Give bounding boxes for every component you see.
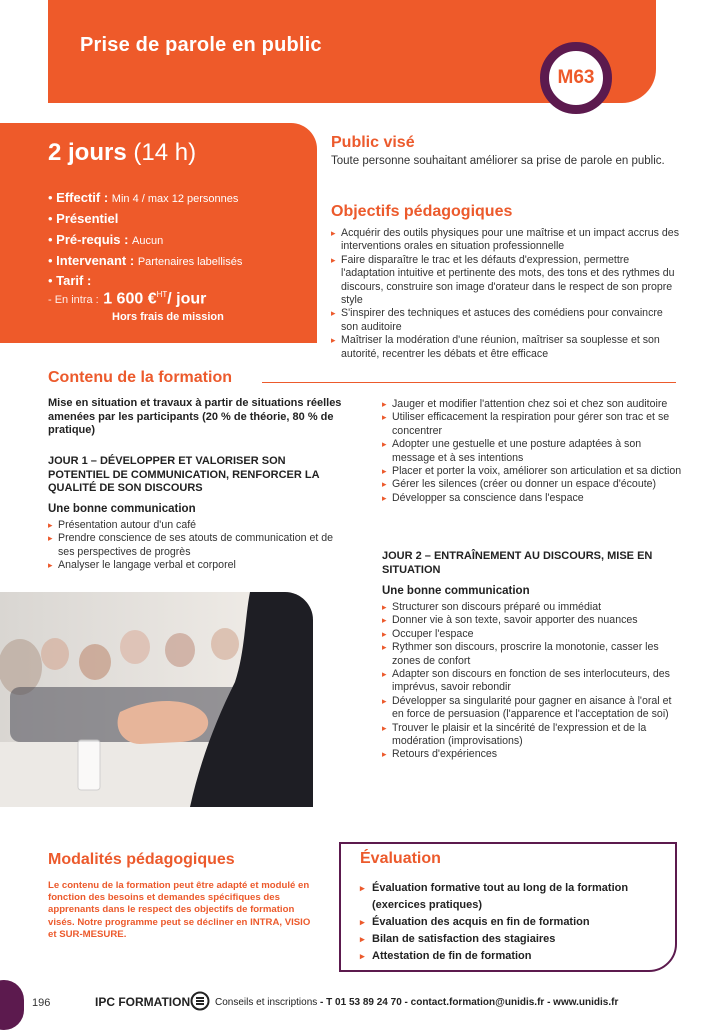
info-prerequis: • Pré-requis : Aucun: [48, 232, 164, 247]
divider: [262, 382, 676, 383]
tarif-label: Tarif :: [56, 273, 92, 288]
info-effectif: • Effectif : Min 4 / max 12 personnes: [48, 190, 239, 205]
presentiel-label: Présentiel: [56, 211, 119, 226]
list-item: ▸ Retours d'expériences: [382, 748, 682, 761]
day2-list: [382, 601, 682, 762]
list-item: ▸ Jauger et modifier l'attention chez soi et chez son auditoire: [382, 398, 682, 411]
day1-list-continued: [382, 398, 682, 505]
price-line: [48, 290, 206, 308]
price-note: Hors frais de mission: [112, 311, 224, 323]
day1-list: [48, 519, 348, 573]
list-item: ▸ Évaluation formative tout au long de la formation (exercices pratiques): [360, 880, 672, 914]
list-item: ▸ Structurer son discours préparé ou immédiat: [382, 601, 682, 614]
intervenant-value: Partenaires labellisés: [137, 256, 243, 268]
info-tarif: • Tarif :: [48, 273, 92, 288]
list-item: ▸ Adapter son discours en fonction de ses interlocuteurs, des imprévus, savoir rebondir: [382, 668, 682, 695]
list-item: ▸ Développer sa conscience dans l'espace: [382, 492, 682, 505]
intervenant-label: Intervenant :: [56, 253, 135, 268]
list-item: ▸ Rythmer son discours, proscrire la monotonie, casser les zones de confort: [382, 641, 682, 668]
list-item: ▸ Analyser le langage verbal et corporel: [48, 559, 348, 572]
prerequis-label: Pré-requis :: [56, 232, 129, 247]
list-item: ▸ Adopter une gestuelle et une posture adaptées à son message et à ses intentions: [382, 438, 682, 465]
modalities-text: Le contenu de la formation peut être adapté et modulé en fonction des besoins et demandes spécifiques des apprenants dans le respect des objectifs de formation visés. Notre programme peut se décliner en INTRA, VISIO et SUR-MESURE.: [48, 880, 311, 940]
list-item: ▸ Gérer les silences (créer ou donner un espace d'écoute): [382, 478, 682, 491]
modalities-title: Modalités pédagogiques: [48, 851, 235, 868]
list-item: ▸ Donner vie à son texte, savoir apporter des nuances: [382, 614, 682, 627]
module-code: M63: [557, 67, 595, 88]
list-item: ▸ Utiliser efficacement la respiration pour gérer son trac et se concentrer: [382, 411, 682, 438]
page-tab: [0, 980, 24, 1030]
objectives-list: [331, 227, 681, 361]
public-text: Toute personne souhaitant améliorer sa prise de parole en public.: [331, 155, 665, 167]
list-item: ▸ Présentation autour d'un café: [48, 519, 348, 532]
price-value: 1 600 €: [103, 290, 157, 308]
training-photo: [0, 592, 313, 807]
price-unit: / jour: [167, 290, 207, 308]
duration: [48, 139, 196, 167]
photo-illustration: [0, 592, 313, 807]
page-title: Prise de parole en public: [80, 34, 322, 56]
effectif-value: Min 4 / max 12 personnes: [111, 193, 239, 205]
info-intervenant: • Intervenant : Partenaires labellisés: [48, 253, 243, 268]
list-item: ▸ Prendre conscience de ses atouts de communication et de ses perspectives de progrès: [48, 532, 348, 559]
list-item: ▸ Trouver le plaisir et la sincérité de l'expression et de la modération (improvisations): [382, 722, 682, 749]
content-title: Contenu de la formation: [48, 369, 232, 386]
list-item: ▸ Acquérir des outils physiques pour une maîtrise et un impact accrus des interventions orales en situation professionnelle: [331, 227, 681, 254]
contact-label: Conseils et inscriptions: [215, 997, 318, 1008]
list-item: ▸ Faire disparaître le trac et les défauts d'expression, permettre l'adaptation intuitive et pertinente des mots, des tons et des rythmes du discours, construire son image d'orateur dans le respect de son propre style: [331, 254, 681, 308]
list-item: ▸ Maîtriser la modération d'une réunion, maîtriser sa souplesse et son autorité, recentrer les débats et être efficace: [331, 334, 681, 361]
contact-details: - T 01 53 89 24 70 - contact.formation@unidis.fr - www.unidis.fr: [317, 997, 619, 1008]
objectives-title: Objectifs pédagogiques: [331, 203, 513, 220]
contact-info: [215, 997, 618, 1008]
day2-subtitle: Une bonne communication: [382, 585, 530, 597]
brand-name: IPC FORMATION: [95, 995, 191, 1009]
evaluation-list: [360, 880, 672, 965]
effectif-label: Effectif :: [56, 190, 109, 205]
price-sup: HT: [156, 290, 168, 299]
intra-label: - En intra :: [48, 294, 99, 307]
brand-logo-icon: [190, 991, 210, 1011]
list-item: ▸ Occuper l'espace: [382, 628, 682, 641]
page-number: 196: [32, 997, 51, 1009]
evaluation-title: Évaluation: [360, 850, 441, 867]
prerequis-value: Aucun: [132, 235, 164, 247]
duration-detail: (14 h): [133, 139, 197, 166]
module-code-badge: [540, 42, 612, 114]
public-title: Public visé: [331, 134, 415, 151]
list-item: ▸ Évaluation des acquis en fin de formation: [360, 914, 672, 931]
duration-main: 2 jours: [48, 139, 127, 166]
day2-title: JOUR 2 – ENTRAÎNEMENT AU DISCOURS, MISE EN SITUATION: [382, 550, 653, 576]
day1-subtitle: Une bonne communication: [48, 503, 196, 515]
list-item: ▸ Développer sa singularité pour gagner en aisance à l'oral et en force de persuasion (l'apparence et l'acceptation de soi): [382, 695, 682, 722]
list-item: ▸ Placer et porter la voix, améliorer son articulation et sa diction: [382, 465, 682, 478]
list-item: ▸ Attestation de fin de formation: [360, 948, 672, 965]
list-item: ▸ S'inspirer des techniques et astuces des comédiens pour convaincre son auditoire: [331, 307, 681, 334]
info-presentiel: • Présentiel: [48, 211, 119, 226]
content-intro: Mise en situation et travaux à partir de situations réelles amenées par les participants (20 % de théorie, 80 % de pratique): [48, 397, 342, 436]
list-item: ▸ Bilan de satisfaction des stagiaires: [360, 931, 672, 948]
day1-title: JOUR 1 – DÉVELOPPER ET VALORISER SON POTENTIEL DE COMMUNICATION, RENFORCER LA QUALITÉ DE SON DISCOURS: [48, 455, 320, 494]
